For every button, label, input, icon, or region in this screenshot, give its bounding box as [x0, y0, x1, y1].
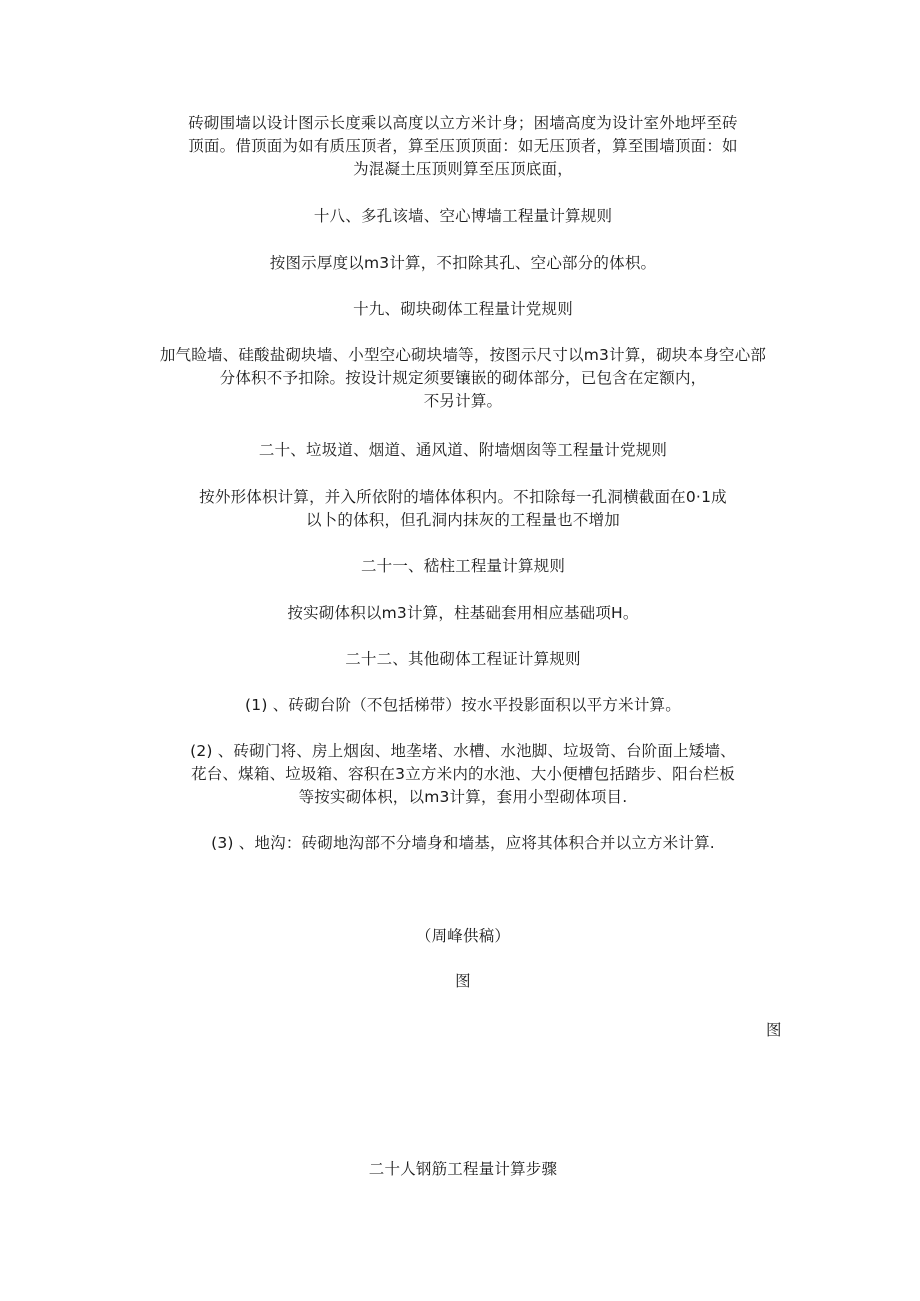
list-item-2 — [138, 740, 788, 809]
section-heading-22 — [138, 648, 788, 671]
figure-label-right: 图 — [766, 1021, 782, 1039]
paragraph-20 — [138, 486, 788, 532]
paragraph-line: 按图示厚度以m3计算，不扣除其孔、空心部分的体枳。 — [269, 254, 657, 272]
heading-text: 二十、垃圾道、烟道、通风道、附墙烟囱等工程量计党规则 — [258, 441, 668, 459]
paragraph-wall-rule — [138, 112, 788, 181]
paragraph-line: 分体积不予扣除。按设计规定须要镶嵌的砌体部分，已包含在定额内， — [219, 369, 707, 387]
section-heading-20 — [138, 439, 788, 462]
paragraph-line: 按外形体枳计算，并入所依附的墙体体积内。不扣除每一孔洞横截面在0·1成 — [199, 488, 727, 506]
paragraph-18 — [138, 252, 788, 275]
paragraph-line: 顶面。借顶面为如有质压顶者，算至压顶顶面：如无压顶者，算至围墙顶面：如 — [188, 137, 738, 155]
list-item-3 — [138, 832, 788, 855]
paragraph-line: 以卜的体积，但孔洞内抹灰的工程量也不增加 — [305, 511, 620, 529]
paragraph-line: 按实砌体积以m3计算，柱基础套用相应基础项H。 — [287, 604, 639, 622]
author-credit — [138, 925, 788, 948]
figure-label-text: 图 — [455, 972, 471, 990]
heading-text: 二十一、嵇柱工程量计算规则 — [360, 557, 566, 575]
section-heading-next — [138, 1158, 788, 1181]
heading-text: 二十二、其他砌体工程证计算规则 — [345, 650, 581, 668]
heading-text: 十九、砌块砌体工程量计党规则 — [353, 300, 573, 318]
paragraph-line: (3) 、地沟：砖砌地沟部不分墙身和墙基，应将其体积合并以立方米计算. — [211, 834, 715, 852]
paragraph-21 — [138, 602, 788, 625]
figure-label-center — [138, 970, 788, 993]
heading-text: 二十人钢筋工程量计算步骤 — [368, 1160, 558, 1178]
paragraph-line: 花台、煤箱、垃圾箱、容积在3立方米内的水池、大小便槽包括踏步、阳台栏板 — [191, 765, 735, 783]
heading-text: 十八、多孔该墙、空心博墙工程量计算规则 — [313, 207, 613, 225]
paragraph-19 — [138, 344, 788, 413]
paragraph-line: 加气睑墙、硅酸盐砌块墙、小型空心砌块墙等，按图示尺寸以m3计算，砌块本身空心部 — [159, 346, 767, 364]
section-heading-21 — [138, 555, 788, 578]
paragraph-line: (2) 、砖砌门将、房上烟囱、地垄堵、水槽、水池脚、垃圾笥、台阶面上矮墙、 — [190, 742, 736, 760]
section-heading-18 — [138, 205, 788, 228]
paragraph-line: 砖砌围墙以设计图示长度乘以高度以立方米计身；困墙高度为设计室外地坪至砖 — [188, 114, 738, 132]
section-heading-19 — [138, 298, 788, 321]
list-item-1 — [138, 694, 788, 717]
paragraph-line: (1) 、砖砌台阶（不包括梯带）按水平投影面积以平方米计算。 — [245, 696, 681, 714]
paragraph-line: 不另计算。 — [423, 392, 503, 410]
paragraph-line: 为混凝土压顶则算至压顶底面， — [353, 160, 573, 178]
paragraph-line: 等按实砌体枳，以m3计算，套用小型砌体项目. — [298, 788, 628, 806]
credit-text: （周峰供稿） — [415, 927, 511, 945]
